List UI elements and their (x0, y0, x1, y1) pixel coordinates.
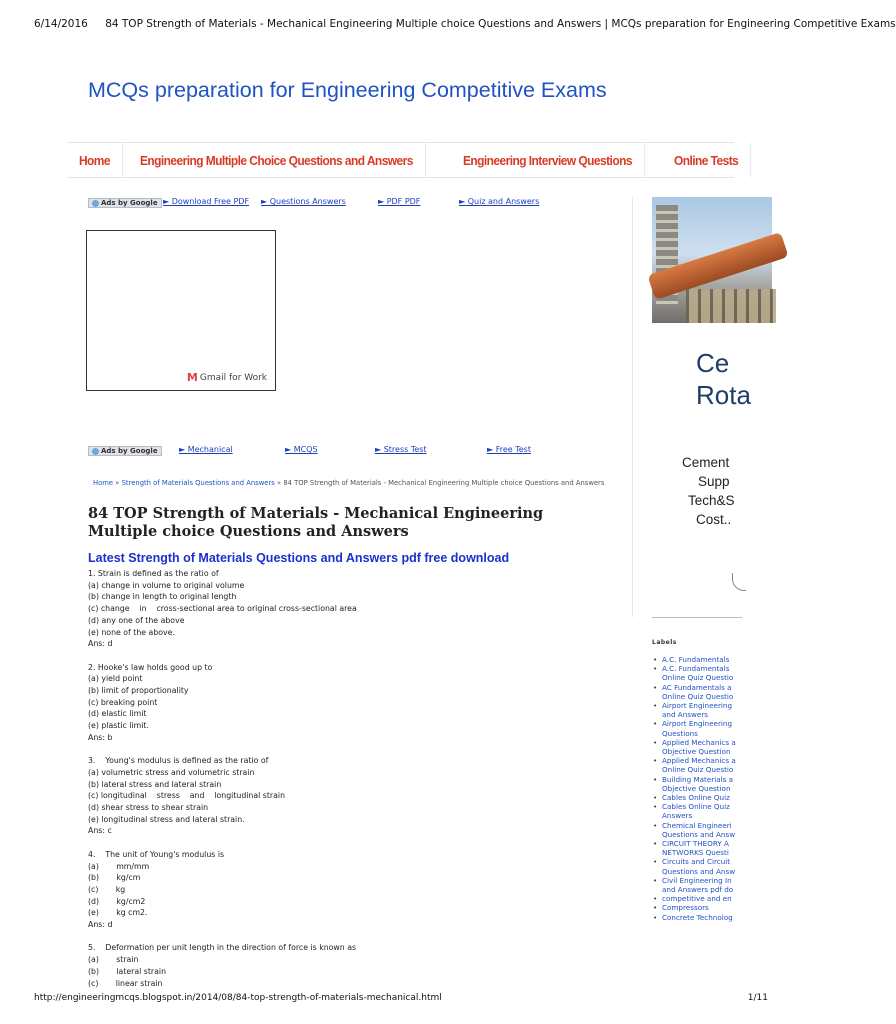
option-text: (c) kg (88, 884, 126, 894)
ad-link-mechanical[interactable]: ► Mechanical (179, 445, 233, 454)
question-block (88, 849, 608, 931)
breadcrumb-home[interactable]: Home (93, 479, 114, 487)
label-link-text: Objective Question (662, 783, 731, 793)
question-block (88, 755, 608, 837)
answer-text: Ans: c (88, 826, 112, 836)
option-text: (a) mm/mm (88, 861, 150, 871)
label-link-text: • Circuits and Circuit (662, 857, 731, 867)
label-link[interactable] (653, 793, 743, 802)
sidebar-divider (632, 197, 633, 617)
option-text: (c) breaking point (88, 697, 158, 707)
label-link[interactable] (653, 839, 743, 857)
answer-text: Ans: d (88, 920, 113, 930)
label-link[interactable] (653, 738, 743, 756)
option-text: (e) plastic limit. (88, 721, 149, 731)
print-footer (34, 993, 768, 1003)
question-block (88, 942, 608, 989)
option-text: (a) yield point (88, 674, 143, 684)
label-link-text: • Compressors (662, 903, 709, 913)
option-text: (c) longitudinal stress and longitudinal strain (88, 791, 286, 801)
ads-badge-label: Ads by Google (101, 199, 158, 207)
question-text: 2. Hooke's law holds good up to (88, 662, 213, 672)
ads-badge-label: Ads by Google (101, 447, 158, 455)
labels-heading: Labels (652, 639, 677, 646)
ad-text-line: Supp (698, 474, 730, 489)
site-title[interactable]: MCQs preparation for Engineering Competitive Exams (88, 78, 607, 102)
label-link-text: • Cables Online Quiz (662, 793, 730, 803)
question-block (88, 662, 608, 744)
label-list (653, 655, 743, 922)
breadcrumb-category[interactable]: Strength of Materials Questions and Answers (121, 479, 275, 487)
sidebar-ad-text[interactable] (682, 453, 735, 529)
label-link-text: • competitive and en (662, 894, 732, 904)
label-link-text: Questions (662, 728, 698, 738)
label-link[interactable] (653, 655, 743, 664)
ad-link-mcqs[interactable]: ► MCQS (285, 445, 318, 454)
gmail-brand-label: Gmail for Work (199, 372, 267, 383)
nav-item-engineering-mcq[interactable]: Engineering Multiple Choice Questions and Answers (128, 143, 426, 177)
print-page-title: 84 TOP Strength of Materials - Mechanical Engineering Multiple choice Questions and Answers | MCQs preparation for Engineering Competitive Exams (105, 18, 896, 30)
label-link-text: Questions and Answ (662, 866, 736, 876)
gmail-icon: M (186, 371, 198, 384)
label-link[interactable] (653, 913, 743, 922)
label-link-text: • Applied Mechanics a (662, 737, 736, 747)
info-icon (92, 448, 99, 455)
label-link-text: Online Quiz Questio (662, 673, 734, 683)
ad-link-stress-test[interactable]: ► Stress Test (375, 445, 427, 454)
label-link[interactable] (653, 857, 743, 875)
main-nav (67, 142, 739, 178)
ad-text-line: Cost.. (696, 512, 732, 527)
question-text: 3. Young's modulus is defined as the ratio of (88, 756, 269, 766)
label-link-text: • Airport Engineering (662, 719, 733, 729)
label-link[interactable] (653, 664, 743, 682)
print-page-number: 1/11 (747, 993, 768, 1003)
label-link[interactable] (653, 876, 743, 894)
label-link[interactable] (653, 903, 743, 912)
option-text: (c) change in cross-sectional area to original cross-sectional area (88, 604, 357, 614)
plant-frame-graphic (686, 289, 776, 323)
question-text: 4. The unit of Young's modulus is (88, 849, 225, 859)
ad-link-download-pdf[interactable]: ► Download Free PDF (163, 197, 250, 206)
info-icon (92, 200, 99, 207)
option-text: (b) lateral stress and lateral strain (88, 779, 222, 789)
print-date: 6/14/2016 (34, 18, 88, 30)
option-text: (d) any one of the above (88, 615, 185, 625)
question-block (88, 568, 608, 650)
sidebar (632, 197, 751, 987)
label-link[interactable] (653, 894, 743, 903)
ad-headline-line: Ce (696, 348, 730, 378)
ad-links-top (88, 197, 608, 209)
print-header (34, 18, 896, 30)
label-link[interactable] (653, 821, 743, 839)
cement-plant-ad-image[interactable] (652, 197, 772, 323)
option-text: (a) volumetric stress and volumetric strain (88, 767, 255, 777)
post-title: 84 TOP Strength of Materials - Mechanical Engineering Multiple choice Questions and Answers (88, 505, 544, 540)
ad-link-quiz[interactable]: ► Quiz and Answers (459, 197, 540, 206)
print-url: http://engineeringmcqs.blogspot.in/2014/08/84-top-strength-of-materials-mechanical.html (34, 993, 442, 1003)
label-link-text: Answers (662, 811, 693, 821)
ads-by-google-badge[interactable] (88, 446, 162, 456)
option-text: (b) change in length to original length (88, 592, 237, 602)
label-link[interactable] (653, 756, 743, 774)
option-text: (e) none of the above. (88, 627, 175, 637)
label-link-text: • A.C. Fundamentals (662, 664, 730, 674)
gmail-for-work-brand (187, 371, 267, 384)
display-ad-box[interactable] (86, 230, 276, 391)
nav-item-home[interactable]: Home (67, 143, 123, 177)
breadcrumb (93, 479, 604, 487)
option-text: (b) kg/cm (88, 873, 141, 883)
question-gap (88, 931, 608, 943)
label-link[interactable] (653, 802, 743, 820)
question-text: 5. Deformation per unit length in the direction of force is known as (88, 943, 357, 953)
answer-text: Ans: d (88, 639, 113, 649)
question-gap (88, 744, 608, 756)
label-link-text: and Answers (662, 710, 709, 720)
question-list (88, 568, 608, 989)
label-link-text: • A.C. Fundamentals (662, 655, 730, 664)
ad-text-line: Tech&S (688, 493, 735, 508)
label-link-text: • Civil Engineering In (662, 875, 732, 885)
option-text: (a) strain (88, 955, 139, 965)
label-link[interactable] (653, 701, 743, 719)
question-gap (88, 650, 608, 662)
ad-headline-line: Rota (696, 380, 751, 410)
ad-arrow-icon[interactable] (732, 573, 746, 591)
option-text: (d) shear stress to shear strain (88, 803, 209, 813)
option-text: (a) change in volume to original volume (88, 580, 245, 590)
option-text: (c) linear strain (88, 978, 163, 988)
ads-by-google-badge[interactable] (88, 198, 162, 208)
breadcrumb-separator: » (276, 479, 282, 487)
label-link-text: • Cables Online Quiz (662, 802, 730, 812)
label-link-text: NETWORKS Questi (662, 848, 729, 858)
label-link-text: Online Quiz Questio (662, 765, 734, 775)
answer-text: Ans: b (88, 732, 113, 742)
ad-link-pdf[interactable]: ► PDF PDF (378, 197, 421, 206)
label-link-text: and Answers pdf do (662, 885, 734, 895)
ad-text-line: Cement (682, 455, 730, 470)
option-text: (b) lateral strain (88, 966, 167, 976)
option-text: (b) limit of proportionality (88, 686, 189, 696)
option-text: (e) longitudinal stress and lateral strain. (88, 814, 245, 824)
post-subtitle: Latest Strength of Materials Questions and Answers pdf free download (88, 551, 510, 565)
label-link-text: • AC Fundamentals a (662, 682, 732, 692)
label-link-text: Objective Question (662, 747, 731, 757)
ad-link-free-test[interactable]: ► Free Test (487, 445, 531, 454)
sidebar-ad-headline[interactable] (696, 347, 751, 411)
option-text: (d) elastic limit (88, 709, 147, 719)
label-link-text: • CIRCUIT THEORY A (662, 839, 729, 849)
question-gap (88, 837, 608, 849)
sidebar-rule (652, 617, 742, 618)
breadcrumb-separator: » (115, 479, 120, 487)
label-link[interactable] (653, 719, 743, 737)
breadcrumb-current: 84 TOP Strength of Materials - Mechanical Engineering Multiple choice Questions and Answers (283, 479, 605, 487)
label-link-text: • Chemical Engineeri (662, 820, 732, 830)
label-link-text: Questions and Answ (662, 829, 736, 839)
label-link-text: • Building Materials a (662, 774, 734, 784)
ad-links-bottom (88, 445, 608, 457)
option-text: (e) kg cm2. (88, 908, 148, 918)
nav-item-interview-questions[interactable]: Engineering Interview Questions (451, 143, 645, 177)
label-link-text: Online Quiz Questio (662, 691, 734, 701)
label-link-text: • Airport Engineering (662, 701, 733, 711)
label-link-text: • Applied Mechanics a (662, 756, 736, 766)
label-link[interactable] (653, 683, 743, 701)
label-link-text: • Concrete Technolog (662, 912, 733, 922)
nav-item-online-tests[interactable]: Online Tests (662, 143, 751, 177)
ad-link-questions-answers[interactable]: ► Questions Answers (261, 197, 346, 206)
option-text: (d) kg/cm2 (88, 896, 146, 906)
label-link[interactable] (653, 775, 743, 793)
question-text: 1. Strain is defined as the ratio of (88, 569, 219, 578)
